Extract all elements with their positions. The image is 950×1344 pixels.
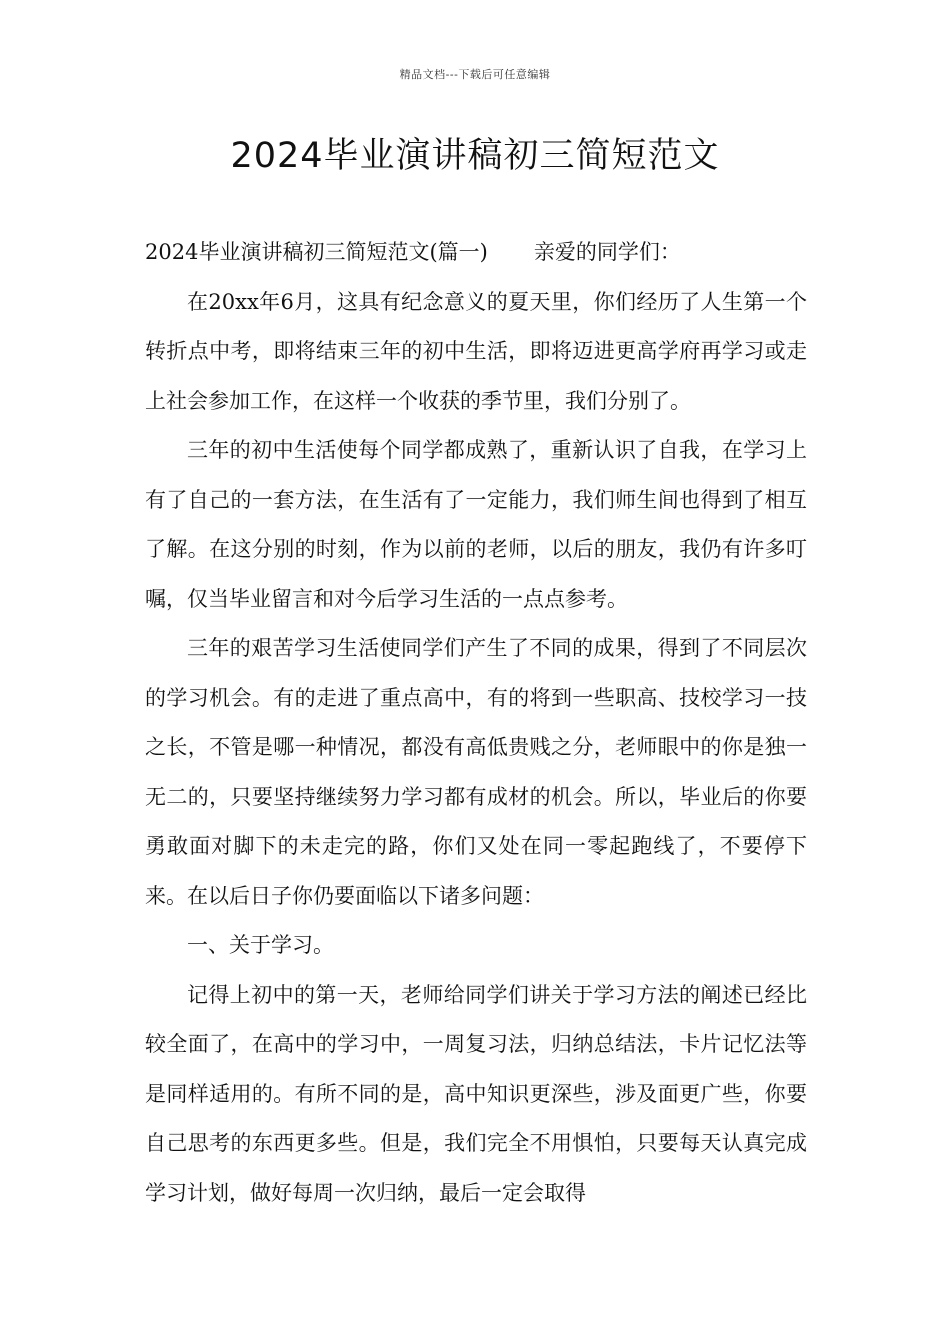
- paragraph: 在20xx年6月，这具有纪念意义的夏天里，你们经历了人生第一个转折点中考，即将结束三年的初中生活，即将迈进更高学府再学习或走上社会参加工作，在这样一个收获的季节里，我们分别了。: [145, 289, 807, 413]
- document-body: [145, 228, 807, 1218]
- section-subtitle: 2024毕业演讲稿初三简短范文(篇一): [145, 240, 488, 264]
- paragraph: 三年的初中生活使每个同学都成熟了，重新认识了自我，在学习上有了自己的一套方法，在生活有了一定能力，我们师生间也得到了相互了解。在这分别的时刻，作为以前的老师，以后的朋友，我仍有许多叮嘱，仅当毕业留言和对今后学习生活的一点点参考。: [145, 438, 807, 611]
- intro-line: [145, 228, 807, 278]
- paragraph: 记得上初中的第一天，老师给同学们讲关于学习方法的阐述已经比较全面了，在高中的学习中，一周复习法，归纳总结法，卡片记忆法等是同样适用的。有所不同的是，高中知识更深些，涉及面更广些，你要自己思考的东西更多些。但是，我们完全不用惧怕，只要每天认真完成学习计划，做好每周一次归纳，最后一定会取得: [145, 982, 807, 1205]
- page-header-note: 精品文档---下载后可任意编辑: [399, 68, 551, 81]
- greeting: 亲爱的同学们：: [533, 240, 681, 264]
- section-heading: 一、关于学习。: [187, 933, 334, 957]
- paragraph: 三年的艰苦学习生活使同学们产生了不同的成果，得到了不同层次的学习机会。有的走进了重点高中，有的将到一些职高、技校学习一技之长，不管是哪一种情况，都没有高低贵贱之分，老师眼中的你是独一无二的，只要坚持继续努力学习都有成材的机会。所以，毕业后的你要勇敢面对脚下的未走完的路，你们又处在同一零起跑线了，不要停下来。在以后日子你仍要面临以下诸多问题：: [145, 636, 807, 908]
- document-title: 2024毕业演讲稿初三简短范文: [230, 136, 720, 176]
